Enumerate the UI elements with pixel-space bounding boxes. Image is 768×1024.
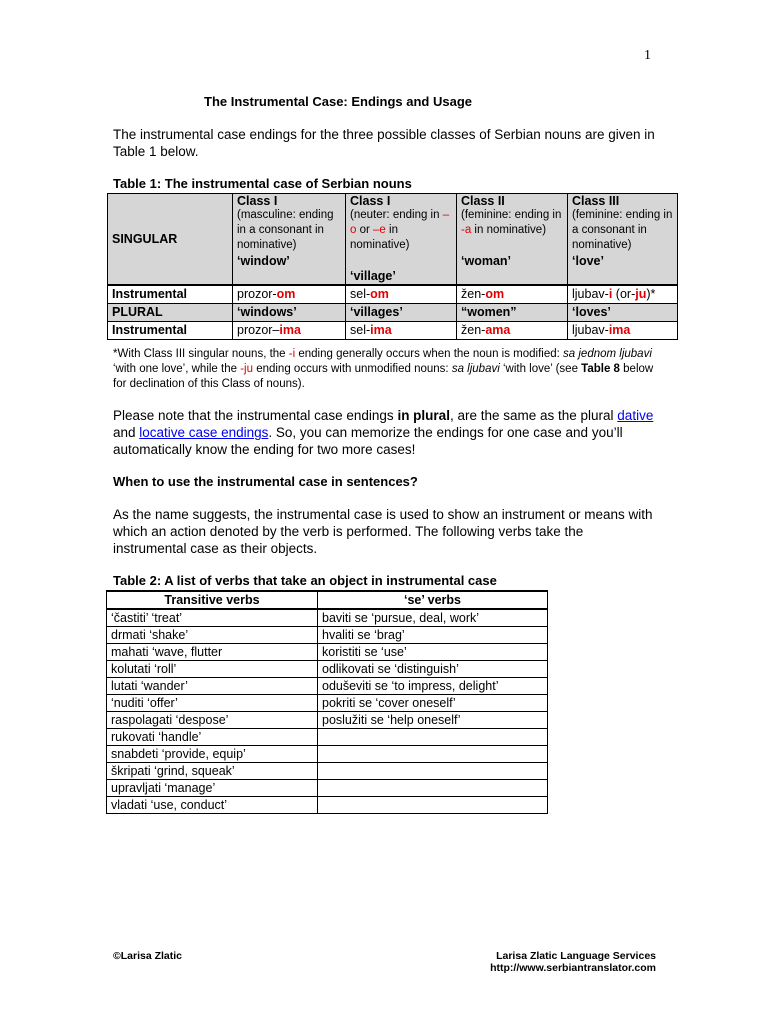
alt-ending: ju (635, 287, 647, 301)
table-row (107, 644, 548, 661)
se-verb-cell: poslužiti se ‘help oneself’ (318, 712, 548, 729)
transitive-verb-cell: snabdeti ‘provide, equip’ (107, 746, 318, 763)
transitive-verb-cell: drmati ‘shake’ (107, 627, 318, 644)
table-row (107, 661, 548, 678)
se-verb-cell (318, 746, 548, 763)
transitive-verb-cell: ‘nuditi ‘offer’ (107, 695, 318, 712)
para-emphasis: in plural (397, 408, 450, 423)
se-verb-cell: koristiti se ‘use’ (318, 644, 548, 661)
footer-company-name: Larisa Zlatic Language Services (496, 950, 656, 962)
note-ending: -i (288, 348, 296, 360)
instrumental-plural-row (108, 322, 678, 340)
footer-copyright: ©Larisa Zlatic (113, 950, 183, 962)
ending: ima (370, 323, 392, 337)
instrumental-singular-row (108, 285, 678, 304)
desc-ending: –o (350, 209, 450, 236)
class-col-3 (457, 194, 568, 286)
stem: ljubav- (572, 323, 609, 337)
ending-cell (568, 285, 678, 304)
desc-ending: -a (461, 224, 472, 236)
alt-open: (or- (612, 287, 636, 301)
table-row (107, 609, 548, 627)
desc-text: in nominative) (350, 224, 410, 251)
table-row (107, 712, 548, 729)
class-col-2 (346, 194, 457, 286)
note-text: below for declination of this Class of nouns). (113, 363, 654, 390)
table-row (107, 763, 548, 780)
para-text: Please note that the instrumental case endings (113, 408, 398, 423)
alt-close: )* (646, 287, 656, 301)
ending: om (276, 287, 296, 301)
table-row (107, 627, 548, 644)
transitive-verb-cell: mahati ‘wave, flutter (107, 644, 318, 661)
se-verb-cell: pokriti se ‘cover oneself’ (318, 695, 548, 712)
footer-url[interactable]: http://www.serbiantranslator.com (490, 962, 656, 974)
transitive-verb-cell: škripati ‘grind, squeak’ (107, 763, 318, 780)
intro-paragraph: The instrumental case endings for the three possible classes of Serbian nouns are given in Table 1 below. (113, 127, 655, 159)
note-text: ending generally occurs when the noun is modified: (295, 348, 564, 360)
stem: prozor- (237, 287, 277, 301)
ending-cell (346, 285, 457, 304)
transitive-verb-cell: ‘častiti’ ‘treat’ (107, 609, 318, 627)
class-name: Class III (572, 194, 620, 208)
plural-gloss: “women” (457, 304, 568, 322)
plural-paragraph (113, 407, 658, 458)
plural-gloss: ‘villages’ (346, 304, 457, 322)
transitive-verb-cell: vladati ‘use, conduct’ (107, 797, 318, 814)
locative-case-endings-link[interactable]: locative case endings (139, 425, 269, 440)
para-text: . So, you can memorize the endings for one case and you’ll automatically know the ending for two more cases! (113, 425, 623, 457)
class-desc: (masculine: ending in a consonant in nominative) (237, 209, 334, 251)
row-label: Instrumental (108, 322, 233, 340)
page-number: 1 (644, 48, 651, 63)
ending: ima (279, 323, 301, 337)
note-ending: -ju (240, 363, 253, 375)
table2-caption: Table 2: A list of verbs that take an object in instrumental case (113, 573, 497, 588)
desc-ending: –e (373, 224, 386, 236)
class-desc (461, 208, 563, 238)
page-title: The Instrumental Case: Endings and Usage (204, 94, 472, 109)
class-name: Class II (461, 194, 505, 208)
verbs-table (106, 590, 548, 814)
stem: sel- (350, 323, 371, 337)
dative-link[interactable]: dative (617, 408, 654, 423)
class-gloss: ‘village’ (350, 269, 396, 283)
table-row (107, 797, 548, 814)
note-text: *With Class III singular nouns, the (113, 348, 289, 360)
desc-text: or (356, 224, 374, 236)
usage-heading: When to use the instrumental case in sentences? (113, 474, 418, 489)
class-gloss: ‘love’ (572, 254, 604, 268)
desc-text: (feminine: ending in (461, 209, 562, 221)
class-gloss: ‘window’ (237, 254, 290, 268)
row-label: PLURAL (108, 304, 233, 322)
ending-cell (568, 322, 678, 340)
footer-company (490, 950, 656, 974)
note-text: ‘with one love’, while the (113, 363, 241, 375)
table-row (107, 729, 548, 746)
ending-cell (233, 285, 346, 304)
stem: žen- (461, 323, 486, 337)
class-col-1 (233, 194, 346, 286)
note-text: ‘with love’ (see (499, 363, 582, 375)
table1-footnote (113, 347, 658, 392)
transitive-verb-cell: lutati ‘wander’ (107, 678, 318, 695)
transitive-verb-cell: kolutati ‘roll’ (107, 661, 318, 678)
usage-paragraph: As the name suggests, the instrumental case is used to show an instrument or means with which an action denoted by the verb is performed. The following verbs take the instrumental case as their objects. (113, 507, 653, 556)
plural-row (108, 304, 678, 322)
plural-gloss: ‘loves’ (568, 304, 678, 322)
se-verb-cell: odlikovati se ‘distinguish’ (318, 661, 548, 678)
stem: ljubav- (572, 287, 609, 301)
singular-label-text: SINGULAR (112, 232, 178, 246)
instrumental-endings-table (107, 193, 678, 340)
row-label: Instrumental (108, 285, 233, 304)
ending-cell (457, 285, 568, 304)
table2-header-row (107, 591, 548, 609)
table1-header-row (108, 194, 678, 286)
stem: sel- (350, 287, 371, 301)
table-row (107, 780, 548, 797)
note-table-ref: Table 8 (581, 363, 620, 375)
column-header-transitive: Transitive verbs (107, 591, 318, 609)
note-text: ending occurs with unmodified nouns: (253, 363, 452, 375)
para-text: and (113, 425, 140, 440)
desc-text: in nominative) (471, 224, 547, 236)
table-row (107, 678, 548, 695)
class-desc: (feminine: ending in a consonant in nominative) (572, 209, 673, 251)
se-verb-cell (318, 763, 548, 780)
note-example: sa jednom ljubavi (563, 348, 652, 360)
stem: prozor– (237, 323, 280, 337)
transitive-verb-cell: rukovati ‘handle’ (107, 729, 318, 746)
se-verb-cell: hvaliti se ‘brag’ (318, 627, 548, 644)
desc-text: (neuter: ending in (350, 209, 443, 221)
ending: om (370, 287, 389, 301)
se-verb-cell: oduševiti se ‘to impress, delight’ (318, 678, 548, 695)
para-text: , are the same as the plural (449, 408, 618, 423)
ending-cell (233, 322, 346, 340)
ending-cell (457, 322, 568, 340)
singular-label (108, 194, 233, 286)
class-name: Class I (237, 194, 278, 208)
plural-gloss: ‘windows’ (233, 304, 346, 322)
class-col-4 (568, 194, 678, 286)
transitive-verb-cell: raspolagati ‘despose’ (107, 712, 318, 729)
se-verb-cell (318, 729, 548, 746)
table-row (107, 746, 548, 763)
table1-caption: Table 1: The instrumental case of Serbian nouns (113, 176, 412, 191)
ending: ima (608, 323, 631, 337)
ending: ama (485, 323, 511, 337)
stem: žen- (461, 287, 486, 301)
ending: om (485, 287, 505, 301)
table2-body (107, 609, 548, 814)
class-name: Class I (350, 194, 391, 208)
transitive-verb-cell: upravljati ‘manage’ (107, 780, 318, 797)
ending: i (608, 287, 613, 301)
class-desc (350, 208, 452, 253)
note-example: sa ljubavi (451, 363, 500, 375)
se-verb-cell (318, 797, 548, 814)
class-gloss: ‘woman’ (461, 254, 512, 268)
table-row (107, 695, 548, 712)
se-verb-cell (318, 780, 548, 797)
column-header-se-verbs: ‘se’ verbs (318, 591, 548, 609)
ending-cell (346, 322, 457, 340)
se-verb-cell: baviti se ‘pursue, deal, work’ (318, 609, 548, 627)
